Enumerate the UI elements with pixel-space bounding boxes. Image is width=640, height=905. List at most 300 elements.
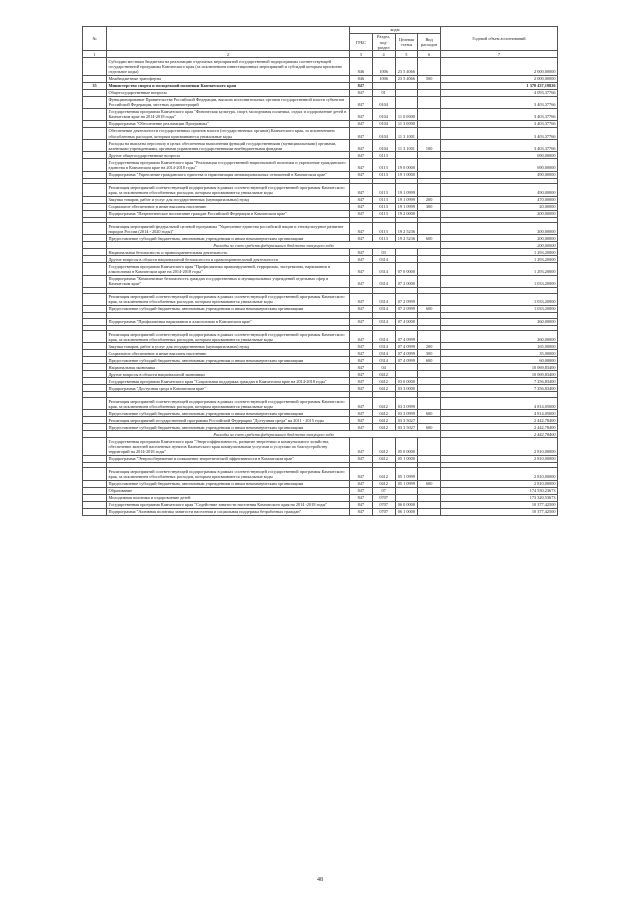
cell-vid: 600 bbox=[418, 480, 441, 487]
table-row bbox=[83, 108, 558, 120]
cell-vid bbox=[418, 184, 441, 196]
colnum-5: 5 bbox=[395, 51, 418, 58]
cell-razdel: 1006 bbox=[372, 58, 395, 75]
cell-tselevaya: 19 1 0999 bbox=[395, 196, 418, 203]
table-row bbox=[83, 350, 558, 357]
cell-vid bbox=[418, 275, 441, 287]
cell-tselevaya bbox=[395, 487, 418, 494]
cell-num bbox=[83, 508, 107, 515]
cell-amount: 20,00000 bbox=[441, 203, 558, 210]
header-tselevaya: Целевая статья bbox=[395, 33, 418, 50]
cell-num bbox=[83, 343, 107, 350]
cell-grbs: 847 bbox=[350, 357, 373, 364]
cell-tselevaya: 19 2 5236 bbox=[395, 235, 418, 242]
cell-amount: 200,00000 bbox=[441, 242, 558, 249]
cell-num bbox=[83, 480, 107, 487]
page-number: 48 bbox=[317, 877, 323, 883]
cell-vid: 200 bbox=[418, 196, 441, 203]
table-row bbox=[83, 249, 558, 256]
cell-vid bbox=[418, 318, 441, 325]
table-row bbox=[83, 293, 558, 305]
table-row bbox=[83, 140, 558, 152]
cell-name: Расходы на выплаты персоналу в целях обеспечения выполнения функций государственными (муниципальными) органами, казенными учреждениями, органами управления государственными внебюджетными фондами bbox=[107, 140, 350, 152]
cell-amount: 165,00000 bbox=[441, 343, 558, 350]
cell-tselevaya: 07 2 0999 bbox=[395, 293, 418, 305]
budget-table bbox=[82, 26, 558, 516]
cell-num bbox=[83, 431, 107, 438]
cell-razdel: 0113 bbox=[372, 152, 395, 159]
cell-razdel: 0707 bbox=[372, 508, 395, 515]
budget-table-container bbox=[82, 26, 558, 516]
table-row bbox=[83, 410, 558, 417]
cell-name: Предоставление субсидий бюджетным, автономным учреждениям и иным некоммерческим организациям bbox=[107, 305, 350, 312]
cell-num bbox=[83, 256, 107, 263]
cell-razdel: 0113 bbox=[372, 171, 395, 178]
cell-razdel: 0314 bbox=[372, 343, 395, 350]
cell-name: Государственная программа Камчатского края "Энергоэффективность, развитие энергетики и коммунального хозяйства, обеспечение жителей населенных пунктов Камчатского края коммунальными услугами и услугами по благоустройству территорий на 2014-2018 годы" bbox=[107, 438, 350, 455]
cell-tselevaya bbox=[395, 494, 418, 501]
cell-name: Предоставление субсидий бюджетным, автономным учреждениям и иным некоммерческим организациям bbox=[107, 235, 350, 242]
cell-vid bbox=[418, 249, 441, 256]
table-row bbox=[83, 305, 558, 312]
cell-name: Социальное обеспечение и иные выплаты населению bbox=[107, 203, 350, 210]
cell-tselevaya: 07 4 0999 bbox=[395, 331, 418, 343]
cell-name: Подпрограмма "Патриотическое воспитание граждан Российской Федерации в Камчатском крае" bbox=[107, 210, 350, 217]
cell-name: Государственная программа Камчатского края "Содействие занятости населения Камчатского края на 2014 -2018 годы" bbox=[107, 501, 350, 508]
cell-name: Государственная программа Камчатского края "Физическая культура, спорт, молодежная политика, отдых и оздоровление детей в Камчатском крае на 2014-2018 годы" bbox=[107, 108, 350, 120]
cell-name: Государственная программа Камчатского края "Реализация государственной национальной политики и укрепление гражданского единства в Камчатском крае на 2014-2018 годы" bbox=[107, 159, 350, 171]
colnum-1: 1 bbox=[83, 51, 107, 58]
cell-name: Подпрограмма "Энергосбережение и повышение энергетической эффективности в Камчатском крае" bbox=[107, 455, 350, 462]
table-row bbox=[83, 494, 558, 501]
table-row bbox=[83, 96, 558, 108]
cell-amount: 7 256,83400 bbox=[441, 385, 558, 392]
cell-vid: 300 bbox=[418, 203, 441, 210]
cell-grbs: 847 bbox=[350, 331, 373, 343]
cell-grbs: 847 bbox=[350, 350, 373, 357]
cell-amount: 3 403,37766 bbox=[441, 140, 558, 152]
cell-num bbox=[83, 318, 107, 325]
cell-name: Закупка товаров, работ и услуг для государственных (муниципальных) нужд bbox=[107, 196, 350, 203]
cell-amount: 470,00000 bbox=[441, 196, 558, 203]
table-row bbox=[83, 468, 558, 480]
table-row bbox=[83, 203, 558, 210]
cell-grbs: 847 bbox=[350, 108, 373, 120]
cell-name: Предоставление субсидий бюджетным, автономным учреждениям и иным некоммерческим организациям bbox=[107, 480, 350, 487]
cell-name: Молодежная политика и оздоровление детей bbox=[107, 494, 350, 501]
table-row bbox=[83, 508, 558, 515]
header-vid: Вид расходов bbox=[418, 33, 441, 50]
cell-grbs: 847 bbox=[350, 364, 373, 371]
cell-grbs: 847 bbox=[350, 438, 373, 455]
cell-vid: 300 bbox=[418, 350, 441, 357]
cell-num bbox=[83, 424, 107, 431]
cell-tselevaya: 19 0 0000 bbox=[395, 159, 418, 171]
cell-amount: 1 033,20000 bbox=[441, 305, 558, 312]
cell-grbs: 847 bbox=[350, 235, 373, 242]
cell-amount: 35,00000 bbox=[441, 350, 558, 357]
cell-razdel: 01 bbox=[372, 89, 395, 96]
cell-tselevaya: 19 1 0999 bbox=[395, 203, 418, 210]
cell-tselevaya bbox=[395, 152, 418, 159]
cell-name: Реализация мероприятий соответствующей подпрограммы в рамках соответствующей государственной программы Камчатского края, за исключением обособленных расходов, которым присваиваются уникальные коды bbox=[107, 293, 350, 305]
cell-amount: 1 293,20000 bbox=[441, 249, 558, 256]
cell-name: Реализация мероприятий федеральной целевой программы "Укрепление единства российской нации и этнокультурное развитие народов России (2014 - 2020 годы)" bbox=[107, 223, 350, 235]
cell-name: Другие вопросы в области национальной экономики bbox=[107, 371, 350, 378]
header-name bbox=[107, 27, 350, 51]
cell-grbs: 847 bbox=[350, 468, 373, 480]
cell-razdel bbox=[372, 82, 395, 89]
header-amount: Годовой объем ассигнований bbox=[441, 27, 558, 51]
cell-razdel: 0113 bbox=[372, 210, 395, 217]
cell-vid bbox=[418, 263, 441, 275]
cell-tselevaya: 06 0 0000 bbox=[395, 501, 418, 508]
cell-razdel: 0104 bbox=[372, 108, 395, 120]
cell-razdel: 0707 bbox=[372, 501, 395, 508]
table-row bbox=[83, 58, 558, 75]
cell-amount: 490,00000 bbox=[441, 184, 558, 196]
cell-vid bbox=[418, 159, 441, 171]
cell-razdel: 0412 bbox=[372, 410, 395, 417]
cell-num bbox=[83, 293, 107, 305]
cell-vid bbox=[418, 438, 441, 455]
cell-tselevaya bbox=[395, 96, 418, 108]
cell-name: Реализация мероприятий соответствующей подпрограммы в рамках соответствующей государственной программы Камчатского края, за исключением обособленных расходов, которым присваиваются уникальные коды bbox=[107, 331, 350, 343]
cell-tselevaya: 03 3 5027 bbox=[395, 417, 418, 424]
table-row bbox=[83, 152, 558, 159]
cell-vid: 100 bbox=[418, 140, 441, 152]
cell-razdel: 0314 bbox=[372, 293, 395, 305]
cell-vid bbox=[418, 455, 441, 462]
cell-grbs: 847 bbox=[350, 371, 373, 378]
table-row bbox=[83, 223, 558, 235]
cell-grbs: 847 bbox=[350, 501, 373, 508]
cell-vid: 200 bbox=[418, 343, 441, 350]
cell-razdel: 0314 bbox=[372, 275, 395, 287]
table-row bbox=[83, 424, 558, 431]
cell-num bbox=[83, 364, 107, 371]
cell-amount: 2 810,00000 bbox=[441, 480, 558, 487]
cell-num bbox=[83, 235, 107, 242]
cell-num bbox=[83, 171, 107, 178]
cell-tselevaya bbox=[395, 249, 418, 256]
cell-amount: 2 442,78400 bbox=[441, 431, 558, 438]
table-row bbox=[83, 263, 558, 275]
cell-tselevaya: 19 1 0999 bbox=[395, 184, 418, 196]
cell-num bbox=[83, 357, 107, 364]
cell-grbs: 847 bbox=[350, 378, 373, 385]
cell-amount: 260,00000 bbox=[441, 318, 558, 325]
cell-razdel: 0314 bbox=[372, 256, 395, 263]
cell-razdel: 03 bbox=[372, 249, 395, 256]
cell-razdel: 0412 bbox=[372, 424, 395, 431]
cell-razdel: 0314 bbox=[372, 350, 395, 357]
cell-grbs: 847 bbox=[350, 159, 373, 171]
cell-amount: 10 069,83400 bbox=[441, 364, 558, 371]
cell-vid bbox=[418, 417, 441, 424]
cell-vid bbox=[418, 468, 441, 480]
cell-vid bbox=[418, 508, 441, 515]
cell-grbs: 847 bbox=[350, 293, 373, 305]
table-row bbox=[83, 242, 558, 249]
cell-razdel: 0412 bbox=[372, 417, 395, 424]
cell-amount: 690,00000 bbox=[441, 152, 558, 159]
cell-vid bbox=[418, 293, 441, 305]
cell-vid bbox=[418, 171, 441, 178]
cell-num bbox=[83, 275, 107, 287]
cell-num bbox=[83, 410, 107, 417]
cell-tselevaya: 11 3 1001 bbox=[395, 128, 418, 140]
cell-num bbox=[83, 196, 107, 203]
cell-tselevaya: 07 0 0000 bbox=[395, 263, 418, 275]
cell-amount: 4 814,05000 bbox=[441, 398, 558, 410]
cell-razdel: 0412 bbox=[372, 468, 395, 480]
cell-grbs: 847 bbox=[350, 249, 373, 256]
table-row bbox=[83, 82, 558, 89]
cell-vid bbox=[418, 108, 441, 120]
cell-amount: 260,00000 bbox=[441, 331, 558, 343]
cell-amount: 1 370 437,19826 bbox=[441, 82, 558, 89]
cell-razdel: 0412 bbox=[372, 385, 395, 392]
table-row bbox=[83, 501, 558, 508]
cell-grbs: 847 bbox=[350, 385, 373, 392]
cell-name: Подпрограмма "Комплексные безопасность граждан государственных и муниципальных учреждений отдельных сфер в Камчатском крае" bbox=[107, 275, 350, 287]
table-row bbox=[83, 357, 558, 364]
cell-amount: 10 069,83400 bbox=[441, 371, 558, 378]
cell-name: Предоставление субсидий бюджетным, автономным учреждениям и иным некоммерческим организациям bbox=[107, 357, 350, 364]
header-num: № bbox=[83, 27, 107, 51]
cell-grbs: 847 bbox=[350, 210, 373, 217]
cell-grbs: 847 bbox=[350, 424, 373, 431]
cell-tselevaya: 07 4 0999 bbox=[395, 343, 418, 350]
cell-vid bbox=[418, 210, 441, 217]
cell-name: Национальная экономика bbox=[107, 364, 350, 371]
cell-num bbox=[83, 455, 107, 462]
cell-tselevaya: 07 2 0000 bbox=[395, 275, 418, 287]
cell-num bbox=[83, 89, 107, 96]
cell-tselevaya: 03 0 0000 bbox=[395, 378, 418, 385]
cell-razdel: 0113 bbox=[372, 196, 395, 203]
cell-grbs: 847 bbox=[350, 263, 373, 275]
cell-amount: 200,00000 bbox=[441, 210, 558, 217]
cell-tselevaya: 11 3 1001 bbox=[395, 140, 418, 152]
cell-razdel: 07 bbox=[372, 487, 395, 494]
cell-razdel: 0314 bbox=[372, 357, 395, 364]
cell-grbs: 847 bbox=[350, 487, 373, 494]
cell-vid bbox=[418, 82, 441, 89]
cell-razdel: 0412 bbox=[372, 480, 395, 487]
cell-vid bbox=[418, 58, 441, 75]
cell-name: Функционирование Правительства Российской Федерации, высших исполнительных органов государственной власти субъектов Российской Федерации, местных администраций bbox=[107, 96, 350, 108]
cell-tselevaya: 03 3 0999 bbox=[395, 410, 418, 417]
cell-tselevaya bbox=[395, 256, 418, 263]
header-grbs: ГРБС bbox=[350, 33, 373, 50]
cell-name: Другие общегосударственные вопросы bbox=[107, 152, 350, 159]
cell-tselevaya: 19 2 0000 bbox=[395, 210, 418, 217]
cell-amount: 200,00000 bbox=[441, 235, 558, 242]
cell-grbs: 847 bbox=[350, 89, 373, 96]
cell-name: Образование bbox=[107, 487, 350, 494]
cell-num bbox=[83, 417, 107, 424]
cell-grbs: 847 bbox=[350, 455, 373, 462]
cell-vid: 500 bbox=[418, 75, 441, 82]
cell-razdel: 0412 bbox=[372, 455, 395, 462]
cell-name: Реализация мероприятий соответствующей подпрограммы в рамках соответствующей государственной программы Камчатского края, за исключением обособленных расходов, которым присваиваются уникальные коды bbox=[107, 468, 350, 480]
cell-tselevaya: 11 0 0000 bbox=[395, 108, 418, 120]
table-row bbox=[83, 487, 558, 494]
cell-vid bbox=[418, 364, 441, 371]
cell-grbs: 846 bbox=[350, 58, 373, 75]
cell-amount: 690,00000 bbox=[441, 159, 558, 171]
table-row bbox=[83, 417, 558, 424]
cell-amount: 4 814,05000 bbox=[441, 410, 558, 417]
cell-vid bbox=[418, 256, 441, 263]
cell-amount: 60,00000 bbox=[441, 357, 558, 364]
cell-amount: 2 810,00000 bbox=[441, 455, 558, 462]
cell-num bbox=[83, 263, 107, 275]
cell-num bbox=[83, 249, 107, 256]
cell-num bbox=[83, 494, 107, 501]
cell-amount: 3 403,37766 bbox=[441, 121, 558, 128]
table-row bbox=[83, 210, 558, 217]
cell-grbs: 847 bbox=[350, 171, 373, 178]
cell-num bbox=[83, 96, 107, 108]
table-row bbox=[83, 75, 558, 82]
cell-tselevaya: 19 1 0000 bbox=[395, 171, 418, 178]
cell-razdel: 0412 bbox=[372, 438, 395, 455]
cell-tselevaya: 05 1 0999 bbox=[395, 468, 418, 480]
colnum-3: 3 bbox=[350, 51, 373, 58]
cell-num bbox=[83, 350, 107, 357]
cell-vid bbox=[418, 89, 441, 96]
cell-name: Реализация мероприятий государственной программы Российской Федерации "Доступная среда" на 2011 - 2015 годы bbox=[107, 417, 350, 424]
table-body bbox=[83, 58, 558, 515]
cell-razdel: 0314 bbox=[372, 331, 395, 343]
cell-amount: 2 442,78400 bbox=[441, 417, 558, 424]
cell-tselevaya: 05 1 0000 bbox=[395, 455, 418, 462]
cell-num bbox=[83, 305, 107, 312]
table-row bbox=[83, 121, 558, 128]
cell-name: Предоставление субсидий бюджетным, автономным учреждениям и иным некоммерческим организациям bbox=[107, 410, 350, 417]
table-row bbox=[83, 196, 558, 203]
cell-amount: 1 293,20000 bbox=[441, 263, 558, 275]
cell-razdel: 04 bbox=[372, 364, 395, 371]
table-row bbox=[83, 431, 558, 438]
table-row bbox=[83, 128, 558, 140]
cell-name: Реализация мероприятий соответствующей подпрограммы в рамках соответствующей государственной программы Камчатского края, за исключением обособленных расходов, которым присваиваются уникальные коды bbox=[107, 184, 350, 196]
cell-vid: 600 bbox=[418, 305, 441, 312]
cell-vid bbox=[418, 487, 441, 494]
cell-amount: 200,00000 bbox=[441, 223, 558, 235]
table-row bbox=[83, 371, 558, 378]
cell-amount: 2 000,00000 bbox=[441, 75, 558, 82]
colnum-7: 7 bbox=[441, 51, 558, 58]
cell-razdel: 0104 bbox=[372, 128, 395, 140]
cell-vid: 600 bbox=[418, 410, 441, 417]
cell-amount: 3 403,37766 bbox=[441, 108, 558, 120]
cell-amount: 3 403,37766 bbox=[441, 128, 558, 140]
cell-amount: 1 033,20000 bbox=[441, 293, 558, 305]
cell-razdel: 0412 bbox=[372, 398, 395, 410]
cell-num bbox=[83, 58, 107, 75]
table-row bbox=[83, 364, 558, 371]
cell-num bbox=[83, 140, 107, 152]
cell-num bbox=[83, 108, 107, 120]
cell-tselevaya: 03 3 0000 bbox=[395, 385, 418, 392]
cell-name: Закупка товаров, работ и услуг для государственных (муниципальных) нужд bbox=[107, 343, 350, 350]
cell-vid: 600 bbox=[418, 357, 441, 364]
cell-grbs: 847 bbox=[350, 305, 373, 312]
cell-num bbox=[83, 385, 107, 392]
cell-vid bbox=[418, 223, 441, 235]
cell-tselevaya: 07 4 0999 bbox=[395, 357, 418, 364]
cell-amount: 2 810,00000 bbox=[441, 468, 558, 480]
cell-razdel: 0104 bbox=[372, 121, 395, 128]
cell-tselevaya: 07 4 0999 bbox=[395, 350, 418, 357]
table-row bbox=[83, 378, 558, 385]
cell-grbs: 847 bbox=[350, 398, 373, 410]
cell-grbs: 847 bbox=[350, 508, 373, 515]
cell-grbs: 847 bbox=[350, 121, 373, 128]
cell-num bbox=[83, 242, 107, 249]
cell-name: Предоставление субсидий бюджетным, автономным учреждениям и иным некоммерческим организациям bbox=[107, 424, 350, 431]
cell-razdel: 0113 bbox=[372, 203, 395, 210]
cell-vid bbox=[418, 501, 441, 508]
cell-vid bbox=[418, 152, 441, 159]
table-row bbox=[83, 438, 558, 455]
cell-note: Расходы за счет средств федерального бюджета текущего года bbox=[107, 431, 441, 438]
header-codes: коды bbox=[350, 27, 441, 34]
cell-razdel: 0104 bbox=[372, 140, 395, 152]
cell-tselevaya: 23 5 4066 bbox=[395, 75, 418, 82]
cell-tselevaya: 06 1 0000 bbox=[395, 508, 418, 515]
cell-num bbox=[83, 331, 107, 343]
cell-grbs: 847 bbox=[350, 410, 373, 417]
cell-tselevaya bbox=[395, 364, 418, 371]
cell-grbs: 847 bbox=[350, 480, 373, 487]
cell-tselevaya: 19 2 5236 bbox=[395, 223, 418, 235]
cell-amount: 3 403,37766 bbox=[441, 96, 558, 108]
cell-amount: 174 530,23673 bbox=[441, 487, 558, 494]
cell-grbs: 847 bbox=[350, 343, 373, 350]
cell-razdel: 0113 bbox=[372, 235, 395, 242]
table-row bbox=[83, 235, 558, 242]
table-row bbox=[83, 275, 558, 287]
cell-num bbox=[83, 121, 107, 128]
cell-amount: 173 320,53673 bbox=[441, 494, 558, 501]
cell-vid bbox=[418, 398, 441, 410]
cell-tselevaya bbox=[395, 371, 418, 378]
cell-vid bbox=[418, 331, 441, 343]
cell-num bbox=[83, 184, 107, 196]
cell-tselevaya: 03 3 0999 bbox=[395, 398, 418, 410]
table-row bbox=[83, 385, 558, 392]
table-row bbox=[83, 184, 558, 196]
table-row bbox=[83, 318, 558, 325]
cell-grbs: 847 bbox=[350, 256, 373, 263]
cell-grbs: 847 bbox=[350, 140, 373, 152]
cell-amount: 2 810,00000 bbox=[441, 438, 558, 455]
cell-name: Подпрограмма "Доступная среда в Камчатском крае" bbox=[107, 385, 350, 392]
cell-razdel: 0314 bbox=[372, 263, 395, 275]
cell-grbs: 847 bbox=[350, 494, 373, 501]
cell-tselevaya bbox=[395, 82, 418, 89]
cell-grbs: 847 bbox=[350, 152, 373, 159]
cell-razdel: 0412 bbox=[372, 378, 395, 385]
cell-name: Реализация мероприятий соответствующей подпрограммы в рамках соответствующей государственной программы Камчатского края, за исключением обособленных расходов, которым присваиваются уникальные коды bbox=[107, 398, 350, 410]
cell-grbs: 847 bbox=[350, 318, 373, 325]
cell-vid bbox=[418, 378, 441, 385]
